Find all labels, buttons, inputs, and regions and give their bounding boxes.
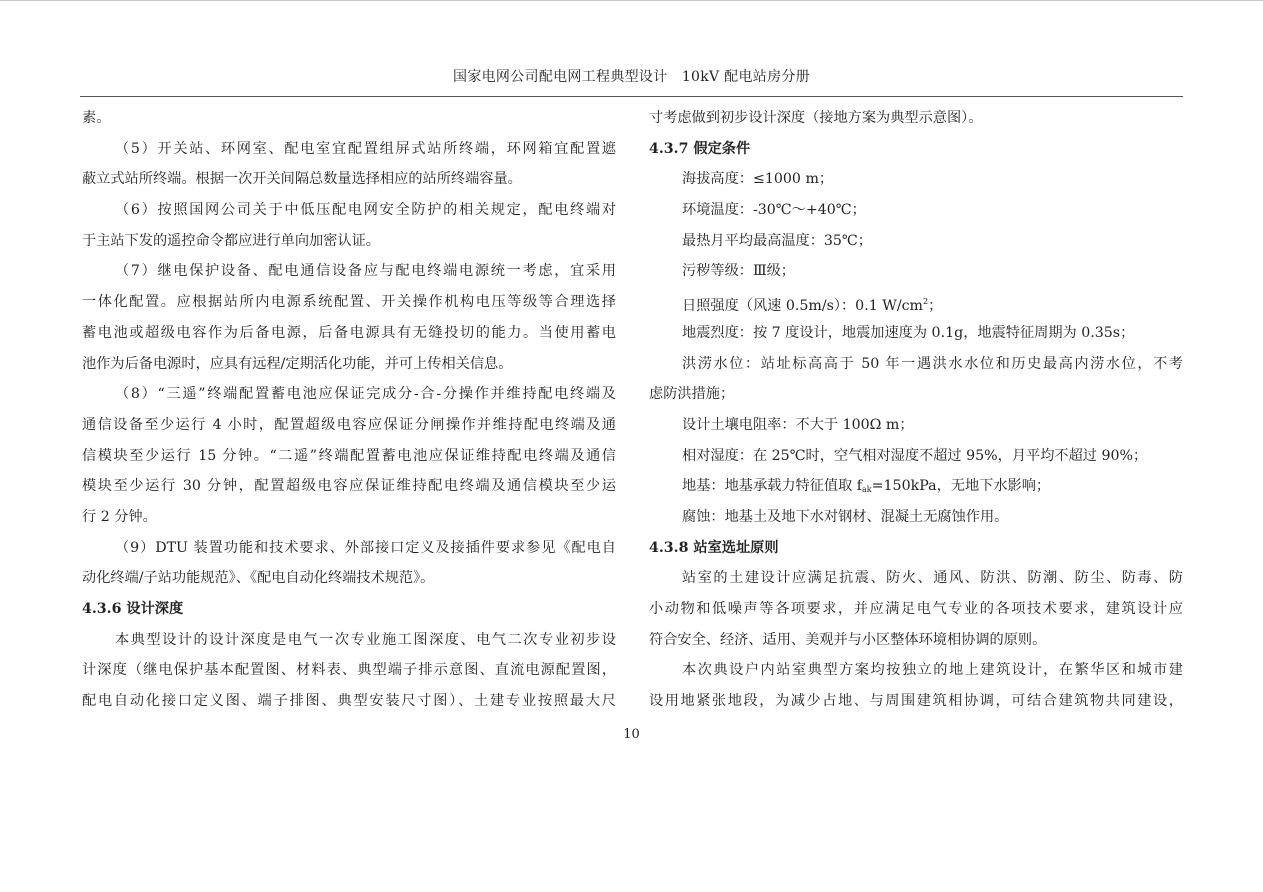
section-heading: 4.3.8 站室选址原则: [649, 539, 779, 556]
section-heading: 4.3.7 假定条件: [649, 140, 751, 157]
text-line: 素。: [82, 110, 111, 126]
text-line: 设用地紧张地段，为减少占地、与周围建筑相协调，可结合建筑物共同建设，: [649, 693, 1183, 710]
sunlight-tail: ；: [928, 298, 943, 315]
text-line: 动化终端/子站功能规范》、《配电自动化终端技术规范》。: [82, 570, 435, 587]
section-heading: 4.3.6 设计深度: [82, 601, 184, 617]
right-column: [649, 103, 1183, 717]
text-line: 腐蚀：地基土及地下水对钢材、混凝土无腐蚀作用。: [682, 508, 1009, 525]
superscript: 2: [923, 297, 929, 307]
text-line: 小动物和低噪声等各项要求，并应满足电气专业的各项技术要求，建筑设计应: [649, 601, 1183, 617]
foundation-line: [649, 471, 1183, 502]
text-line: 符合安全、经济、适用、美观并与小区整体环境相协调的原则。: [649, 631, 1047, 648]
text-line: 配电自动化接口定义图、端子排图、典型安装尺寸图）、土建专业按照最大尺: [82, 693, 616, 710]
text-line: 站室的土建设计应满足抗震、防火、通风、防洪、防潮、防尘、防毒、防: [682, 570, 1183, 587]
text-line: 信模块至少运行 15 分钟。“二遥”终端配置蓄电池应保证维持配电终端及通信: [82, 447, 616, 464]
text-line: 最热月平均最高温度：35℃；: [682, 232, 872, 249]
text-line: 池作为后备电源时，应具有远程/定期活化功能，并可上传相关信息。: [82, 355, 513, 372]
text-line: 设计土壤电阻率：不大于 100Ω m；: [682, 416, 914, 433]
text-line: 虑防洪措施；: [649, 386, 735, 403]
text-line: 计深度（继电保护基本配置图、材料表、典型端子排示意图、直流电源配置图，: [82, 662, 616, 679]
text-line: 寸考虑做到初步设计深度（接地方案为典型示意图）。: [649, 110, 983, 126]
page-number: 10: [623, 727, 640, 742]
top-border: [0, 0, 1263, 1]
left-column: [82, 103, 616, 717]
foundation-text: 地基：地基承载力特征值取 f: [682, 478, 863, 495]
text-line: 蔽立式站所终端。根据一次开关间隔总数量选择相应的站所终端容量。: [82, 171, 522, 188]
sunlight-text: 日照强度（风速 0.5m/s）：0.1 W/cm: [682, 298, 924, 315]
text-line: （7）继电保护设备、配电通信设备应与配电终端电源统一考虑，宜采用: [115, 263, 616, 280]
text-line: （8）“三遥”终端配置蓄电池应保证完成分-合-分操作并维持配电终端及: [115, 386, 616, 403]
foundation-tail: =150kPa，无地下水影响；: [871, 478, 1051, 495]
text-line: 本典型设计的设计深度是电气一次专业施工图深度、电气二次专业初步设: [115, 631, 616, 648]
text-line: 洪涝水位：站址标高高于 50 年一遇洪水水位和历史最高内涝水位，不考: [682, 355, 1183, 372]
text-line: 一体化配置。应根据站所内电源系统配置、开关操作机构电压等级等合理选择: [82, 294, 616, 311]
sunlight-line: [649, 287, 1183, 318]
subscript: ak: [862, 485, 872, 495]
text-line: （5）开关站、环网室、配电室宜配置组屏式站所终端，环网箱宜配置遮: [115, 140, 616, 157]
text-line: 相对湿度：在 25℃时，空气相对湿度不超过 95%，月平均不超过 90%；: [682, 447, 1148, 464]
text-line: 环境温度：-30℃～+40℃；: [682, 202, 866, 219]
header-rule: [80, 96, 1183, 97]
text-line: 污秽等级：Ⅲ级；: [682, 263, 795, 280]
text-line: 蓄电池或超级电容作为后备电源，后备电源具有无缝投切的能力。当使用蓄电: [82, 324, 616, 341]
text-line: 本次典设户内站室典型方案均按独立的地上建筑设计，在繁华区和城市建: [682, 662, 1183, 679]
text-line: 海拔高度：≤1000 m；: [682, 171, 834, 188]
text-line: 地震烈度：按 7 度设计，地震加速度为 0.1g，地震特征周期为 0.35s；: [682, 324, 1135, 341]
text-line: 模块至少运行 30 分钟，配置超级电容应保证维持配电终端及通信模块至少运: [82, 478, 616, 495]
page-header-title: 国家电网公司配电网工程典型设计 10kV 配电站房分册: [453, 69, 810, 85]
text-line: 通信设备至少运行 4 小时，配置超级电容应保证分闸操作并维持配电终端及通: [82, 416, 616, 433]
text-line: 于主站下发的遥控命令都应进行单向加密认证。: [82, 232, 380, 249]
text-line: 行 2 分钟。: [82, 508, 157, 525]
text-line: （6）按照国网公司关于中低压配电网安全防护的相关规定，配电终端对: [115, 202, 616, 219]
text-line: （9）DTU 装置功能和技术要求、外部接口定义及接插件要求参见《配电自: [115, 539, 616, 556]
